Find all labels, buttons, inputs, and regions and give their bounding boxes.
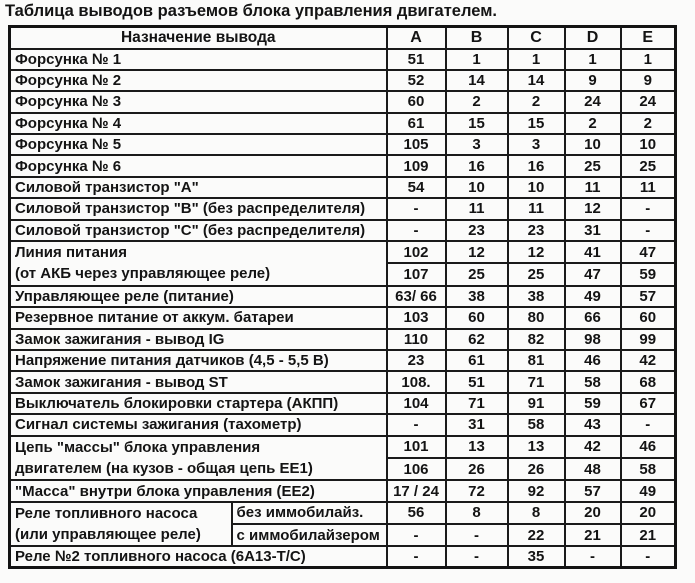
pin-value-cell: 81: [508, 350, 565, 371]
pin-value-cell: 14: [508, 70, 565, 91]
pin-value-cell: 60: [387, 91, 446, 112]
pin-value-cell: 92: [508, 480, 565, 501]
pin-value-cell: 68: [621, 371, 676, 392]
pin-value-cell: 8: [446, 502, 508, 524]
pin-value-cell: 21: [621, 524, 676, 546]
table-row: [10, 155, 676, 176]
pin-value-cell: 2: [565, 113, 621, 134]
pin-value-cell: 58: [565, 371, 621, 392]
pin-value-cell: 105: [387, 134, 446, 155]
pin-value-cell: 12: [446, 241, 508, 263]
pin-value-cell: 72: [446, 480, 508, 501]
pin-value-cell: 107: [387, 263, 446, 285]
pin-value-cell: 10: [446, 177, 508, 198]
pin-designation-cell: [10, 241, 387, 286]
pin-value-cell: 25: [446, 263, 508, 285]
pin-value-cell: 66: [565, 307, 621, 328]
pin-designation-cell: Форсунка № 3: [10, 91, 387, 112]
pin-value-cell: 23: [446, 220, 508, 241]
pin-value-cell: 35: [508, 546, 565, 567]
pin-value-cell: 14: [446, 70, 508, 91]
pin-value-cell: 63/ 66: [387, 286, 446, 307]
column-header-a: A: [387, 27, 446, 49]
pin-value-cell: 17 / 24: [387, 480, 446, 501]
pin-designation-cell: [10, 436, 387, 481]
pin-value-cell: 46: [565, 350, 621, 371]
designation-line: Реле топливного насоса: [15, 504, 198, 522]
pin-value-cell: 43: [565, 414, 621, 435]
pin-value-cell: 98: [565, 329, 621, 350]
designation-line: (или управляющее реле): [15, 526, 201, 544]
ecu-pinout-table: [8, 25, 677, 569]
pin-designation-cell: Форсунка № 2: [10, 70, 387, 91]
pin-value-cell: -: [387, 546, 446, 567]
pin-designation-cell: Силовой транзистор "С" (без распределителя): [10, 220, 387, 241]
pin-value-cell: 11: [446, 198, 508, 219]
pin-designation-cell: Реле №2 топливного насоса (6А13-Т/С): [10, 546, 387, 567]
column-header-e: E: [621, 27, 676, 49]
pin-value-cell: 61: [446, 350, 508, 371]
pin-value-cell: -: [621, 220, 676, 241]
pin-value-cell: 91: [508, 393, 565, 414]
pin-value-cell: 51: [446, 371, 508, 392]
pin-value-cell: 9: [565, 70, 621, 91]
column-header-d: D: [565, 27, 621, 49]
pin-value-cell: 42: [621, 350, 676, 371]
pin-value-cell: 103: [387, 307, 446, 328]
pin-value-cell: 23: [387, 350, 446, 371]
pin-value-cell: 15: [508, 113, 565, 134]
pin-value-cell: 47: [565, 263, 621, 285]
pin-value-cell: 26: [508, 458, 565, 480]
pin-value-cell: 2: [621, 113, 676, 134]
table-row: [10, 414, 676, 435]
pin-value-cell: 60: [446, 307, 508, 328]
pin-value-cell: 41: [565, 241, 621, 263]
pin-value-cell: 11: [508, 198, 565, 219]
pin-designation-cell: Форсунка № 5: [10, 134, 387, 155]
immobilizer-variant-cell: без иммобилайз.: [232, 502, 387, 524]
pin-value-cell: 22: [508, 524, 565, 546]
pin-value-cell: 1: [565, 49, 621, 70]
pin-value-cell: 42: [565, 436, 621, 458]
pin-value-cell: 60: [621, 307, 676, 328]
table-row: [10, 134, 676, 155]
pin-value-cell: 58: [508, 414, 565, 435]
pin-value-cell: 24: [565, 91, 621, 112]
pin-value-cell: 16: [446, 155, 508, 176]
pin-value-cell: 109: [387, 155, 446, 176]
pin-value-cell: 24: [621, 91, 676, 112]
pin-value-cell: 23: [508, 220, 565, 241]
pin-designation-cell: Замок зажигания - вывод ST: [10, 371, 387, 392]
pin-designation-cell: Форсунка № 1: [10, 49, 387, 70]
pin-value-cell: 1: [621, 49, 676, 70]
pin-designation-cell: Резервное питание от аккум. батареи: [10, 307, 387, 328]
pin-value-cell: 20: [621, 502, 676, 524]
pin-value-cell: 101: [387, 436, 446, 458]
pin-value-cell: 59: [565, 393, 621, 414]
pin-value-cell: 56: [387, 502, 446, 524]
pin-designation-cell: Форсунка № 6: [10, 155, 387, 176]
pin-value-cell: 62: [446, 329, 508, 350]
pin-value-cell: 25: [508, 263, 565, 285]
table-row: [10, 70, 676, 91]
pin-designation-cell: Управляющее реле (питание): [10, 286, 387, 307]
pin-designation-cell: Форсунка № 4: [10, 113, 387, 134]
pin-value-cell: 12: [508, 241, 565, 263]
pin-value-cell: 67: [621, 393, 676, 414]
pin-value-cell: 71: [508, 371, 565, 392]
pin-value-cell: 15: [446, 113, 508, 134]
pin-value-cell: 10: [508, 177, 565, 198]
table-row: [10, 307, 676, 328]
page-title: Таблица выводов разъемов блока управления двигателем.: [5, 2, 497, 20]
pin-designation-cell: Замок зажигания - вывод IG: [10, 329, 387, 350]
pin-value-cell: 31: [565, 220, 621, 241]
table-row: [10, 49, 676, 70]
pin-value-cell: 1: [508, 49, 565, 70]
pin-value-cell: 52: [387, 70, 446, 91]
pin-value-cell: 49: [565, 286, 621, 307]
pin-value-cell: 59: [621, 263, 676, 285]
pin-designation-cell: "Масса" внутри блока управления (ЕЕ2): [10, 480, 387, 501]
immobilizer-variant-cell: с иммобилайзером: [232, 524, 387, 546]
pin-value-cell: 38: [446, 286, 508, 307]
table-row: [10, 371, 676, 392]
pin-value-cell: -: [387, 524, 446, 546]
pin-value-cell: -: [387, 414, 446, 435]
pin-value-cell: 8: [508, 502, 565, 524]
header-row: [10, 27, 676, 49]
pin-designation-cell: [10, 502, 232, 547]
pin-value-cell: 108.: [387, 371, 446, 392]
table-row: [10, 436, 676, 458]
pin-value-cell: -: [446, 524, 508, 546]
pin-value-cell: 71: [446, 393, 508, 414]
designation-line: Цепь "массы" блока управления: [15, 438, 261, 456]
pin-value-cell: -: [621, 198, 676, 219]
pin-value-cell: -: [387, 198, 446, 219]
pin-value-cell: 26: [446, 458, 508, 480]
pin-value-cell: 48: [565, 458, 621, 480]
designation-line: двигателем (на кузов - общая цепь ЕЕ1): [15, 459, 313, 477]
pin-value-cell: 12: [565, 198, 621, 219]
pin-designation-cell: Выключатель блокировки стартера (АКПП): [10, 393, 387, 414]
pin-value-cell: 3: [446, 134, 508, 155]
pin-value-cell: 47: [621, 241, 676, 263]
pin-value-cell: 25: [565, 155, 621, 176]
pin-value-cell: 57: [565, 480, 621, 501]
table-row: [10, 91, 676, 112]
pin-value-cell: 46: [621, 436, 676, 458]
pin-value-cell: 31: [446, 414, 508, 435]
pin-value-cell: 11: [565, 177, 621, 198]
pin-value-cell: 13: [446, 436, 508, 458]
pin-value-cell: 1: [446, 49, 508, 70]
pin-value-cell: -: [621, 546, 676, 567]
pin-value-cell: 11: [621, 177, 676, 198]
pin-value-cell: 106: [387, 458, 446, 480]
pin-designation-cell: Напряжение питания датчиков (4,5 - 5,5 В): [10, 350, 387, 371]
pin-value-cell: 2: [508, 91, 565, 112]
pin-value-cell: 21: [565, 524, 621, 546]
pin-designation-cell: Сигнал системы зажигания (тахометр): [10, 414, 387, 435]
column-header-c: C: [508, 27, 565, 49]
designation-line: Линия питания: [15, 244, 127, 262]
table-row: [10, 198, 676, 219]
pin-value-cell: -: [446, 546, 508, 567]
table-row: [10, 329, 676, 350]
pin-value-cell: 10: [565, 134, 621, 155]
pin-value-cell: 104: [387, 393, 446, 414]
pin-value-cell: 2: [446, 91, 508, 112]
pin-value-cell: 80: [508, 307, 565, 328]
pin-value-cell: 13: [508, 436, 565, 458]
pin-value-cell: 20: [565, 502, 621, 524]
pin-value-cell: -: [621, 414, 676, 435]
table-row: [10, 220, 676, 241]
table-row: [10, 177, 676, 198]
table-row: [10, 393, 676, 414]
pin-value-cell: 102: [387, 241, 446, 263]
pin-value-cell: 25: [621, 155, 676, 176]
pin-value-cell: 82: [508, 329, 565, 350]
designation-line: (от АКБ через управляющее реле): [15, 265, 271, 283]
pin-value-cell: 38: [508, 286, 565, 307]
pin-designation-cell: Силовой транзистор "В" (без распределителя): [10, 198, 387, 219]
table-row: [10, 546, 676, 567]
table-row: [10, 502, 676, 524]
column-header-b: B: [446, 27, 508, 49]
table-row: [10, 480, 676, 501]
column-header-designation: Назначение вывода: [10, 27, 387, 49]
pin-value-cell: 110: [387, 329, 446, 350]
pin-value-cell: 10: [621, 134, 676, 155]
pin-value-cell: 58: [621, 458, 676, 480]
pin-value-cell: -: [387, 220, 446, 241]
pin-value-cell: 57: [621, 286, 676, 307]
pin-value-cell: 16: [508, 155, 565, 176]
table-row: [10, 113, 676, 134]
pin-value-cell: 99: [621, 329, 676, 350]
table-row: [10, 350, 676, 371]
pin-value-cell: 3: [508, 134, 565, 155]
pin-value-cell: -: [565, 546, 621, 567]
table-row: [10, 286, 676, 307]
pin-value-cell: 61: [387, 113, 446, 134]
pin-value-cell: 54: [387, 177, 446, 198]
pin-value-cell: 51: [387, 49, 446, 70]
pin-value-cell: 9: [621, 70, 676, 91]
pin-designation-cell: Силовой транзистор "А": [10, 177, 387, 198]
pin-value-cell: 49: [621, 480, 676, 501]
table-row: [10, 241, 676, 263]
